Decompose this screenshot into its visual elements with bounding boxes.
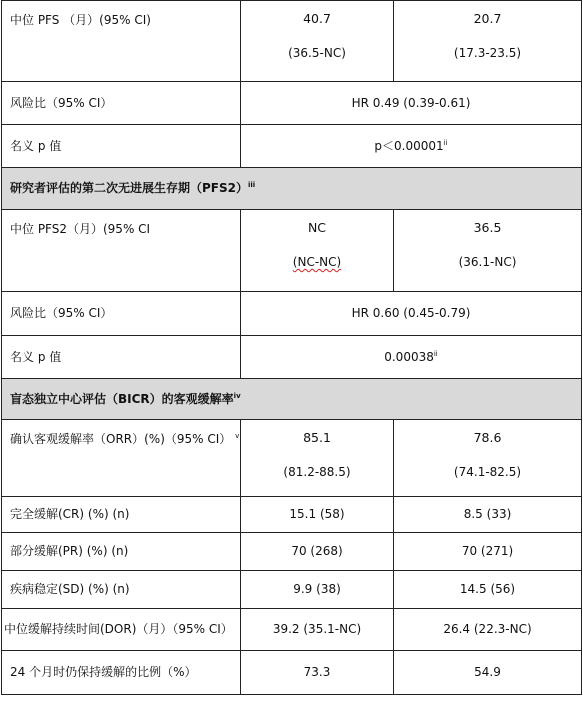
footnote-marker: iii [248, 181, 256, 190]
value-cell [394, 1, 582, 82]
row-label: 疾病稳定(SD) (%) (n) [2, 571, 241, 609]
table-row [2, 336, 582, 379]
table-row [2, 497, 582, 533]
median-value: NC [307, 220, 327, 235]
ci-value: (NC-NC) [292, 255, 342, 269]
value-cell: 8.5 (33) [394, 497, 582, 533]
orr-value: 78.6 [473, 430, 502, 445]
table-row [2, 125, 582, 168]
table-row [2, 533, 582, 571]
section-title: 研究者评估的第二次无进展生存期（PFS2） [10, 181, 248, 196]
value-cell [241, 1, 394, 82]
row-label: 风险比（95% CI） [2, 292, 241, 336]
table-row [2, 82, 582, 125]
ci-value: (74.1-82.5) [453, 465, 522, 479]
row-label-text: 确认客观缓解率（ORR）(%)（95% CI） [10, 432, 232, 446]
value-cell [241, 210, 394, 292]
value-cell: 70 (268) [241, 533, 394, 571]
table-row [2, 210, 582, 292]
median-value: 20.7 [473, 11, 502, 26]
row-label: 完全缓解(CR) (%) (n) [2, 497, 241, 533]
value-cell [241, 125, 582, 168]
table-row [2, 609, 582, 651]
section-header [2, 168, 582, 210]
value-cell: 14.5 (56) [394, 571, 582, 609]
footnote-marker: iv [233, 391, 241, 400]
value-cell: 39.2 (35.1-NC) [241, 609, 394, 651]
table-row [2, 1, 582, 82]
p-value: p＜0.00001 [374, 138, 444, 153]
value-cell: 54.9 [394, 651, 582, 695]
value-cell: 73.3 [241, 651, 394, 695]
value-cell: HR 0.60 (0.45-0.79) [241, 292, 582, 336]
row-label: 中位缓解持续时间(DOR)（月）（95% CI） [2, 609, 241, 651]
value-cell [241, 336, 582, 379]
value-cell [394, 210, 582, 292]
row-label: 24 个月时仍保持缓解的比例（%） [2, 651, 241, 695]
footnote-marker: v [235, 432, 240, 440]
row-label: 名义 p 值 [2, 336, 241, 379]
value-cell: 26.4 (22.3-NC) [394, 609, 582, 651]
value-cell: 15.1 (58) [241, 497, 394, 533]
value-cell [241, 420, 394, 497]
footnote-marker: ii [443, 138, 448, 147]
row-label [2, 420, 241, 497]
table-row [2, 651, 582, 695]
row-label: 中位 PFS （月）(95% CI) [2, 1, 241, 82]
table-row [2, 420, 582, 497]
section-title: 盲态独立中心评估（BICR）的客观缓解率 [10, 391, 234, 406]
orr-value: 85.1 [303, 430, 331, 445]
value-cell: 9.9 (38) [241, 571, 394, 609]
value-cell: 70 (271) [394, 533, 582, 571]
row-label: 名义 p 值 [2, 125, 241, 168]
median-value: 36.5 [473, 220, 502, 235]
median-value: 40.7 [303, 11, 331, 26]
ci-value: (36.1-NC) [458, 255, 517, 269]
row-label: 中位 PFS2（月）(95% CI [2, 210, 241, 292]
section-header [2, 379, 582, 420]
section-header-row [2, 379, 582, 420]
value-cell: HR 0.49 (0.39-0.61) [241, 82, 582, 125]
footnote-marker: ii [433, 349, 438, 358]
ci-value: (81.2-88.5) [283, 465, 351, 479]
efficacy-table [1, 0, 582, 695]
value-cell [394, 420, 582, 497]
row-label: 风险比（95% CI） [2, 82, 241, 125]
p-value: 0.00038 [384, 349, 434, 364]
ci-value: (17.3-23.5) [453, 46, 522, 60]
table-row [2, 292, 582, 336]
row-label: 部分缓解(PR) (%) (n) [2, 533, 241, 571]
section-header-row [2, 168, 582, 210]
ci-value: (36.5-NC) [288, 46, 346, 60]
table-row [2, 571, 582, 609]
